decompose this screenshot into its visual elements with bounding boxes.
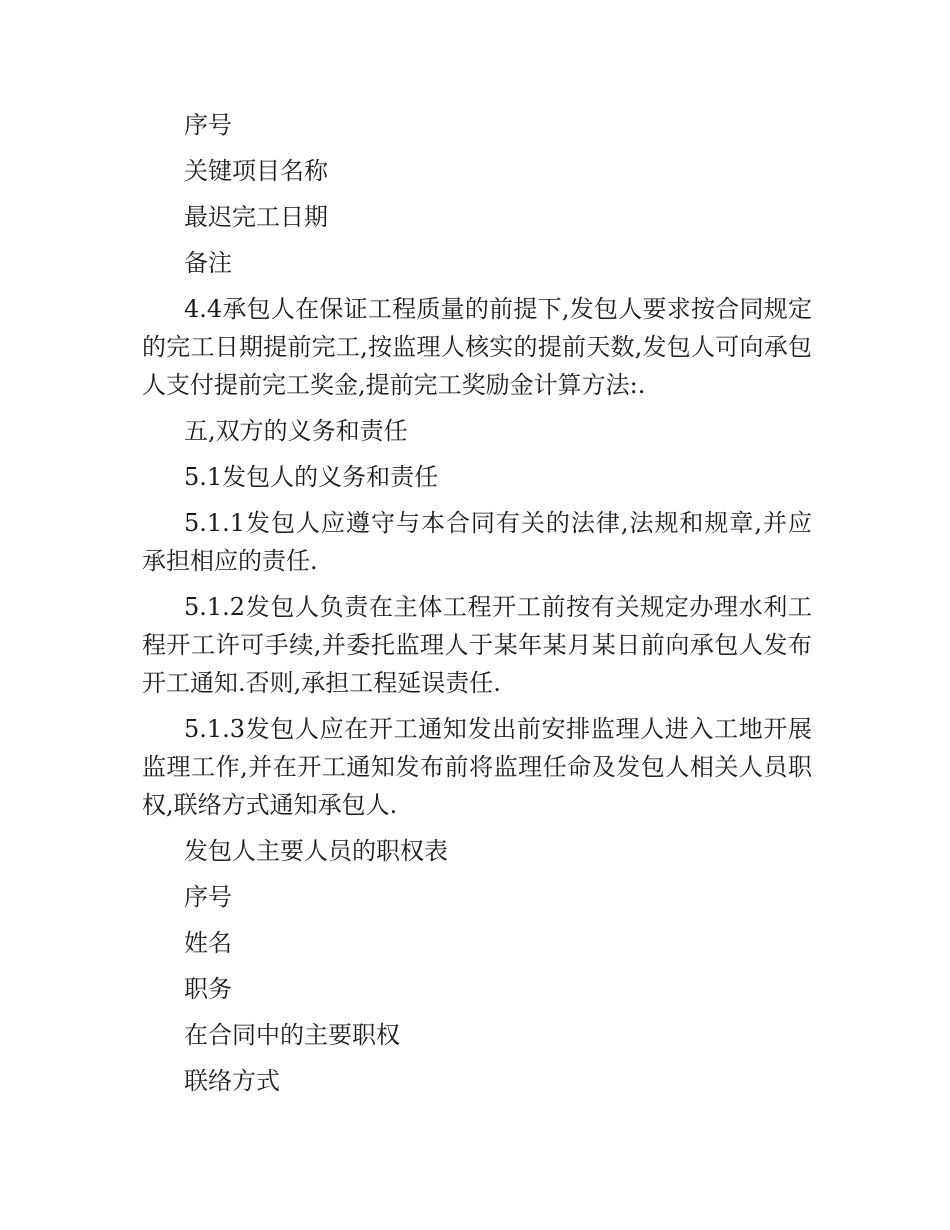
clause-5-1-heading: 5.1发包人的义务和责任	[184, 463, 439, 491]
document-body	[142, 106, 812, 1108]
section-heading-obligations: 五,双方的义务和责任	[184, 417, 408, 445]
table-header-serial-number: 序号	[184, 111, 232, 139]
table-header-latest-completion-date: 最迟完工日期	[184, 203, 328, 231]
personnel-header-contact: 联络方式	[184, 1067, 280, 1095]
personnel-header-serial-number: 序号	[184, 883, 232, 911]
table-header-remarks: 备注	[184, 249, 232, 277]
clause-4-4: 4.4承包人在保证工程质量的前提下,发包人要求按合同规定的完工日期提前完工,按监理人核实的提前天数,发包人可向承包人支付提前完工奖金,提前完工奖励金计算方法:.	[142, 295, 812, 399]
personnel-header-name: 姓名	[184, 929, 232, 957]
clause-5-1-3: 5.1.3发包人应在开工通知发出前安排监理人进入工地开展监理工作,并在开工通知发布前将监理任命及发包人相关人员职权,联络方式通知承包人.	[142, 715, 812, 819]
personnel-table-title: 发包人主要人员的职权表	[184, 837, 448, 865]
clause-5-1-2: 5.1.2发包人负责在主体工程开工前按有关规定办理水利工程开工许可手续,并委托监理人于某年某月某日前向承包人发布开工通知.否则,承担工程延误责任.	[142, 593, 812, 697]
clause-5-1-1: 5.1.1发包人应遵守与本合同有关的法律,法规和规章,并应承担相应的责任.	[142, 509, 812, 575]
personnel-header-position: 职务	[184, 975, 232, 1003]
table-header-key-item-name: 关键项目名称	[184, 157, 328, 185]
personnel-header-main-authority: 在合同中的主要职权	[184, 1021, 400, 1049]
